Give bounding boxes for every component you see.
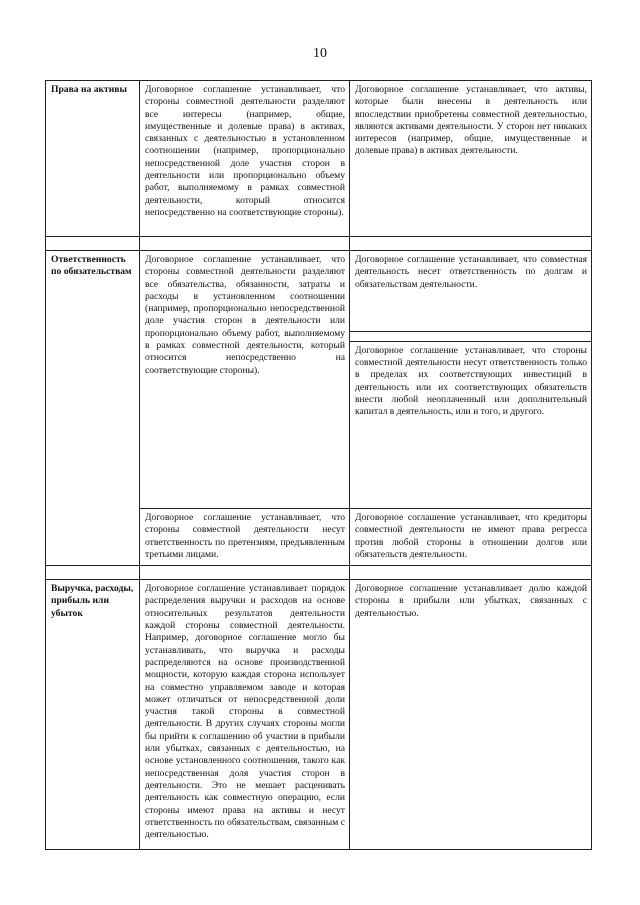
page-number: 10 [313, 46, 327, 61]
gap-cell [46, 237, 140, 251]
cell-revenue-joint-venture: Договорное соглашение устанавливает долю каждой стороны в прибыли или убытках, связанных с деятельностью. [350, 580, 592, 850]
gap-cell [350, 332, 592, 341]
cell-claims-joint-venture: Договорное соглашение устанавливает, что кредиторы совместной деятельности не имеют права регресса против любой стороны в отношении долгов или обязательств деятельности. [350, 509, 592, 566]
table-row-revenue [46, 580, 592, 850]
gap-cell [350, 566, 592, 580]
cell-claims-joint-operation: Договорное соглашение устанавливает, что стороны совместной деятельности несут ответственность по претензиям, предъявленным третьими лицами. [140, 509, 350, 566]
cell-assets-joint-venture: Договорное соглашение устанавливает, что активы, которые были внесены в деятельность или впоследствии приобретены совместной деятельностью, являются активами деятельности. У сторон нет никаких интересов (например, общие, имущественные и долевые права) в активах деятельности. [350, 81, 592, 237]
gap-cell [140, 566, 350, 580]
table-row-gap [46, 566, 592, 580]
gap-cell [350, 237, 592, 251]
cell-liabilities-joint-operation: Договорное соглашение устанавливает, что стороны совместной деятельности разделяют все обязательства, обязанности, затраты и расходы в установленном соотношении (например, пропорционально непосредственной доле участия сторон в деятельности или пропорционально объему работ, выполняемому в рамках совместной деятельности, который относится непосредственно на соответствующие стороны). [140, 251, 350, 509]
cell-liabilities-joint-venture-b: Договорное соглашение устанавливает, что стороны совместной деятельности несут ответственность только в пределах их соответствующих инвестиций в деятельность или их соответствующих обязательств внести любой неоплаченный или дополнительный капитал в деятельность, или и того, и другого. [350, 341, 592, 508]
cell-revenue-joint-operation: Договорное соглашение устанавливает порядок распределения выручки и расходов на основе относительных результатов деятельности каждой стороны совместной деятельности. Например, договорное соглашение могло бы устанавливать, что выручка и расходы распределяются на основе производственной мощности, которую каждая сторона использует на совместно управляемом заводе и которая может отличаться от непосредственной доли участия такой стороны в совместной деятельности. В других случаях стороны могли бы прийти к соглашению об участии в прибыли или убытках, связанных с деятельностью, на основе установленного соотношения, такого как непосредственная доля участия сторон в деятельности. Это не мешает расценивать деятельность как совместную операцию, если стороны имеют права на активы и несут ответственность по обязательствам, связанным с деятельностью. [140, 580, 350, 850]
row-label-liabilities: Ответственность по обязательствам [46, 251, 140, 509]
comparison-table [45, 80, 592, 850]
table-row-liabilities-claims [46, 509, 592, 566]
row-label-revenue: Выручка, расходы, прибыль или убыток [46, 580, 140, 850]
table-row-assets [46, 81, 592, 237]
gap-cell [140, 237, 350, 251]
table-row-gap [46, 237, 592, 251]
gap-cell [46, 566, 140, 580]
row-label-assets: Права на активы [46, 81, 140, 237]
cell-liabilities-joint-venture-a: Договорное соглашение устанавливает, что совместная деятельность несет ответственность по долгам и обязательствам деятельности. [350, 251, 592, 332]
row-label-empty [46, 509, 140, 566]
table-row-liabilities-a [46, 251, 592, 332]
cell-assets-joint-operation: Договорное соглашение устанавливает, что стороны совместной деятельности разделяют все интересы (например, общие, имущественные и долевые права) в активах, связанных с деятельностью в установленном соотношении (например, пропорционально непосредственной доле участия сторон в деятельности или пропорционально объему работ, выполняемому в рамках совместной деятельности, который относится непосредственно на соответствующие стороны). [140, 81, 350, 237]
